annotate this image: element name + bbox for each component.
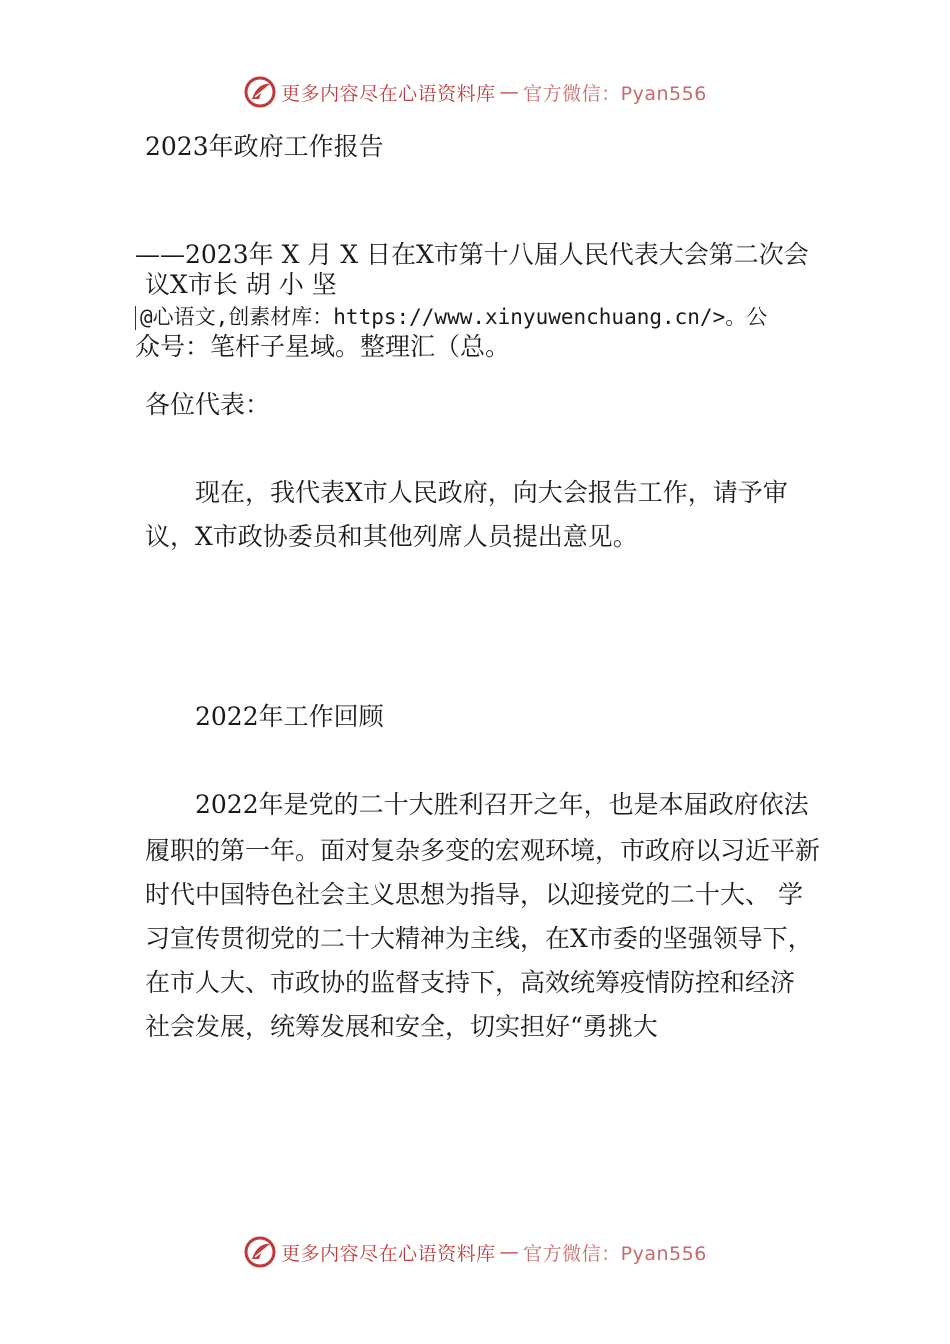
- doc-source-text-1: @心语文,创素材库：https://www.xinyuwenchuang.cn/>。公: [140, 305, 768, 329]
- doc-salutation: 各位代表：: [145, 390, 271, 419]
- doc-body-line: 习宣传贯彻党的二十大精神为主线，在X市委的坚强领导下，: [145, 924, 813, 953]
- doc-intro-line-2: 议，X市政协委员和其他列席人员提出意见。: [145, 522, 638, 551]
- doc-subtitle-line-2: 议X市长 胡 小 坚: [145, 270, 337, 299]
- logo-icon: [243, 75, 277, 109]
- doc-body-line: 履职的第一年。面对复杂多变的宏观环境，市政府以习近平新: [145, 836, 821, 865]
- doc-title: 2023年政府工作报告: [145, 132, 384, 161]
- doc-body-line: 时代中国特色社会主义思想为指导，以迎接党的二十大、 学: [145, 880, 803, 909]
- watermark-separator: —: [499, 81, 520, 103]
- text-cursor: [135, 306, 136, 330]
- watermark-separator: —: [499, 1241, 520, 1263]
- logo-icon: [243, 1235, 277, 1269]
- doc-body-line: 社会发展，统筹发展和安全，切实担好“勇挑大: [145, 1012, 658, 1041]
- doc-body-line: 2022年是党的二十大胜利召开之年，也是本届政府依法: [195, 790, 809, 819]
- watermark-promo-text: 更多内容尽在心语资料库: [281, 1242, 496, 1265]
- doc-subtitle-line-1: ——2023年 X 月 X 日在X市第十八届人民代表大会第二次会: [135, 240, 809, 269]
- doc-section-heading: 2022年工作回顾: [195, 702, 384, 731]
- watermark-banner-top: [0, 72, 950, 112]
- doc-source-line-1: [135, 302, 767, 332]
- watermark-wechat-text: 官方微信：Pyan556: [523, 82, 707, 105]
- doc-intro-line-1: 现在，我代表X市人民政府，向大会报告工作，请予审: [195, 478, 788, 507]
- watermark-banner-bottom: [0, 1232, 950, 1272]
- doc-source-line-2: 众号：笔杆子星域。整理汇（总。: [135, 332, 511, 361]
- watermark-promo-text: 更多内容尽在心语资料库: [281, 82, 496, 105]
- watermark-wechat-text: 官方微信：Pyan556: [523, 1242, 707, 1265]
- doc-body-line: 在市人大、市政协的监督支持下，高效统筹疫情防控和经济: [145, 968, 796, 997]
